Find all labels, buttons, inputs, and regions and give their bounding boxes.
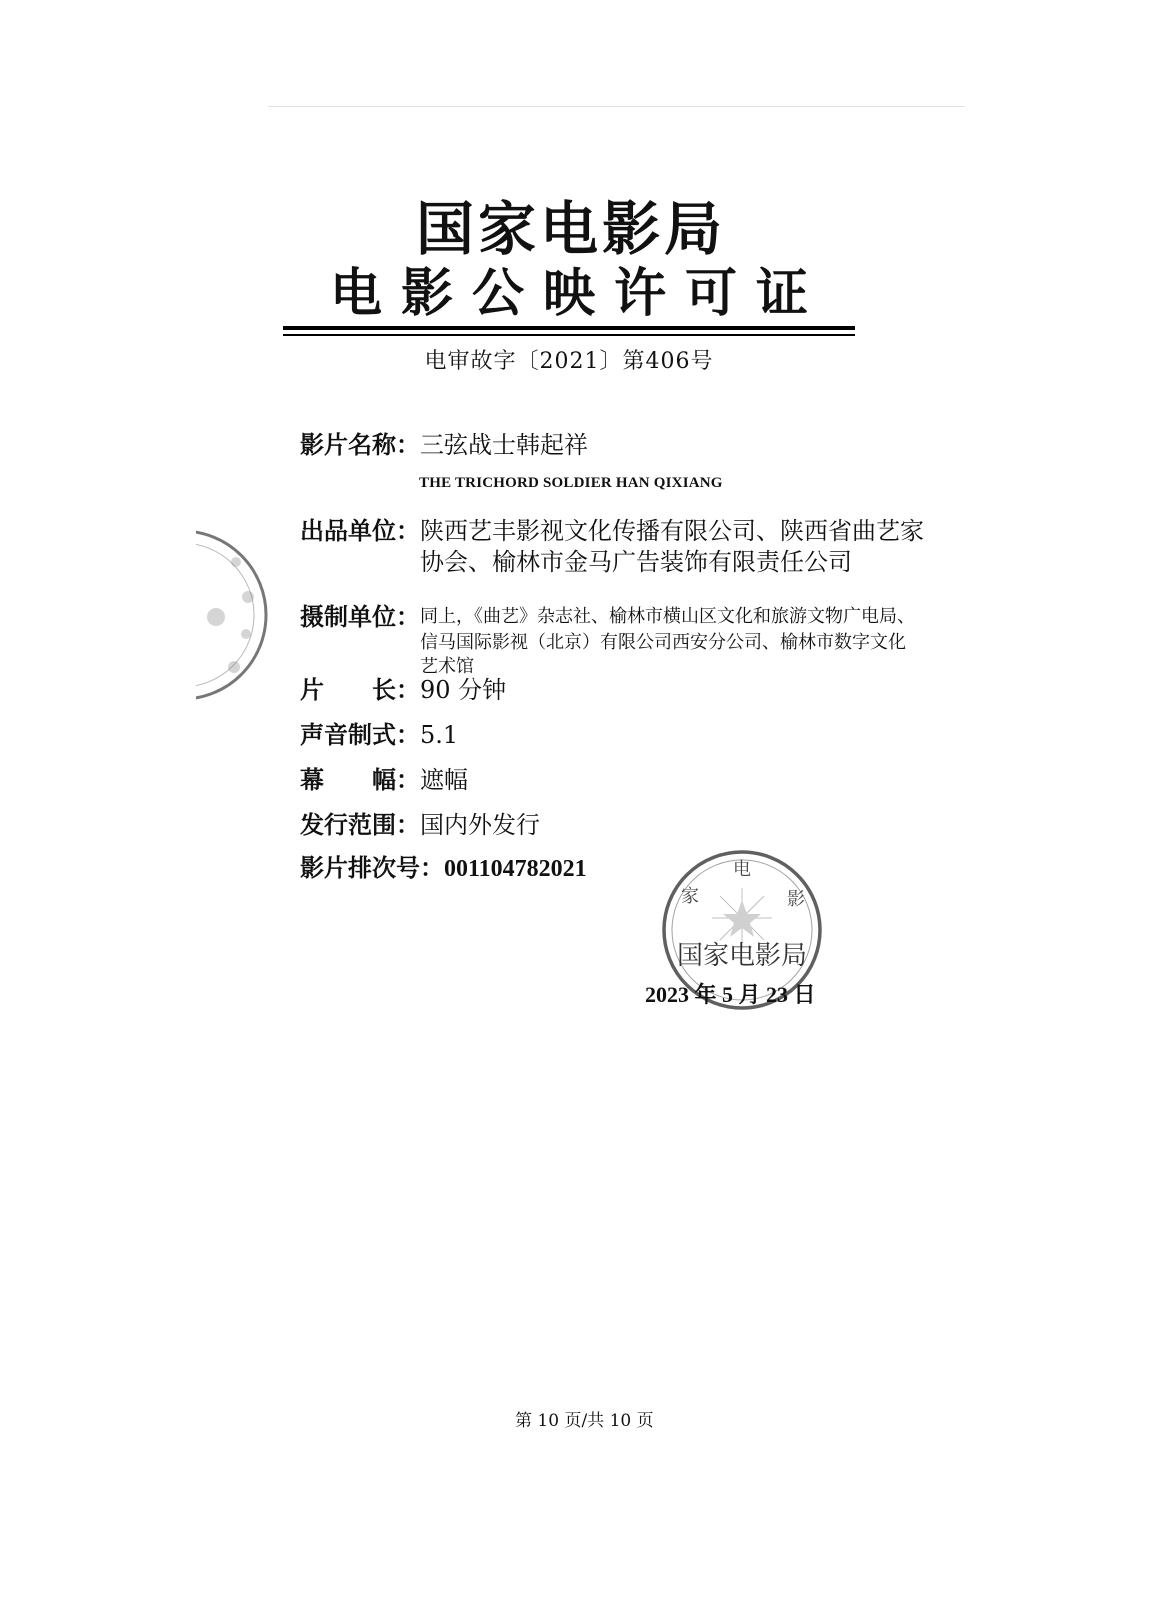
title-rule-thick	[283, 326, 855, 330]
field-label: 影片名称：	[300, 431, 420, 459]
seal-ring-char: 影	[787, 889, 805, 910]
scan-top-rule	[268, 106, 965, 107]
field-label: 幕 幅：	[300, 766, 420, 794]
film-title-english: THE TRICHORD SOLDIER HAN QIXIANG	[419, 475, 723, 491]
field-screen-format	[300, 766, 468, 794]
seal-emblem	[712, 888, 772, 948]
field-value-line: 艺术馆	[420, 656, 474, 677]
field-serial-number	[300, 854, 587, 883]
field-producer	[300, 517, 924, 545]
reference-number: 电审故字〔2021〕第406号	[424, 349, 714, 374]
seal-ring-char: 电	[733, 859, 751, 880]
seal-center-text: 国家电影局	[676, 941, 808, 971]
field-label: 发行范围：	[300, 811, 420, 839]
field-distribution	[300, 811, 540, 839]
field-value: 001104782021	[444, 856, 587, 882]
title-rule-thin	[283, 334, 855, 336]
field-value-line: 陕西艺丰影视文化传播有限公司、陕西省曲艺家	[420, 517, 924, 545]
field-label: 出品单位：	[300, 517, 420, 545]
issuer-title: 国家电影局	[415, 195, 726, 263]
page-footer: 第 10 页/共 10 页	[515, 1411, 654, 1431]
field-value: 遮幅	[420, 766, 468, 794]
field-value-line: 信马国际影视（北京）有限公司西安分公司、榆林市数字文化	[420, 632, 906, 653]
document-title: 电影公映许可证	[329, 264, 827, 324]
field-value: 三弦战士韩起祥	[420, 431, 588, 459]
issue-date: 2023 年 5 月 23 日	[645, 982, 816, 1007]
field-production	[300, 603, 420, 631]
partial-seal-left	[196, 522, 268, 708]
field-film-title	[300, 431, 588, 459]
field-label: 影片排次号：	[300, 854, 444, 882]
field-sound-format	[300, 721, 458, 749]
field-label: 声音制式：	[300, 721, 420, 749]
field-value: 国内外发行	[420, 811, 540, 839]
field-value: 5.1	[420, 721, 459, 749]
field-value-line: 协会、榆林市金马广告装饰有限责任公司	[420, 548, 852, 576]
seal-ring-char: 家	[681, 886, 699, 907]
field-label: 片 长：	[300, 676, 420, 704]
field-value: 90 分钟	[420, 676, 507, 704]
field-label: 摄制单位：	[300, 603, 420, 631]
field-value-line: 同上，《曲艺》杂志社、榆林市横山区文化和旅游文物广电局、	[420, 606, 915, 627]
field-length	[300, 676, 506, 704]
